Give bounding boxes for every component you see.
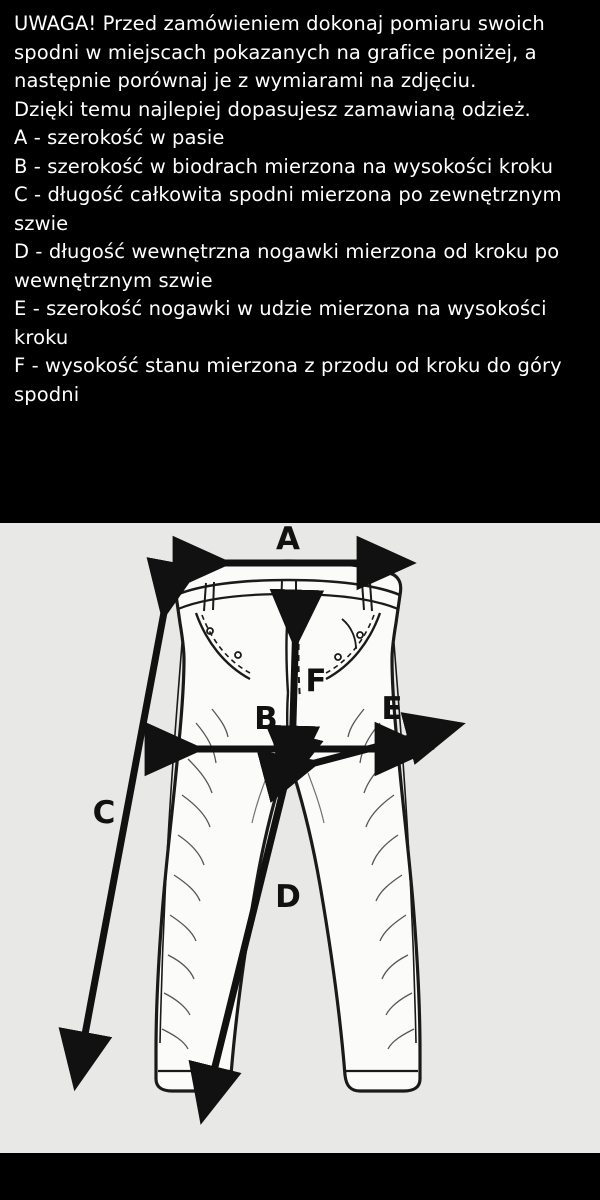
notice-line: UWAGA! Przed zamówieniem dokonaj pomiaru swoich spodni w miejscach pokazanych na grafice poniżej, a następnie porównaj je z wymiarami na zdjęciu. — [14, 12, 545, 92]
jeans-measurement-diagram — [0, 523, 600, 1153]
bottom-spacer — [0, 1153, 600, 1200]
label-e: E — [381, 691, 403, 727]
label-a: A — [276, 523, 300, 557]
label-c: C — [92, 795, 116, 831]
label-d: D — [275, 879, 301, 915]
notice-line: D - długość wewnętrzna nogawki mierzona od kroku po wewnętrznym szwie — [14, 240, 560, 292]
label-b: B — [254, 701, 278, 737]
notice-line: C - długość całkowita spodni mierzona po zewnętrznym szwie — [14, 183, 562, 235]
label-f: F — [305, 663, 327, 699]
notice-line: Dzięki temu najlepiej dopasujesz zamawianą odzież. — [14, 97, 531, 121]
notice-line: E - szerokość nogawki w udzie mierzona na wysokości kroku — [14, 297, 547, 349]
measure-arrow-f — [292, 619, 296, 755]
jeans-illustration — [156, 561, 420, 1091]
notice-line: B - szerokość w biodrach mierzona na wysokości kroku — [14, 154, 554, 178]
notice-line: A - szerokość w pasie — [14, 126, 225, 149]
notice-line: F - wysokość stanu mierzona z przodu od kroku do góry spodni — [14, 354, 562, 406]
measurement-notice — [0, 0, 600, 417]
